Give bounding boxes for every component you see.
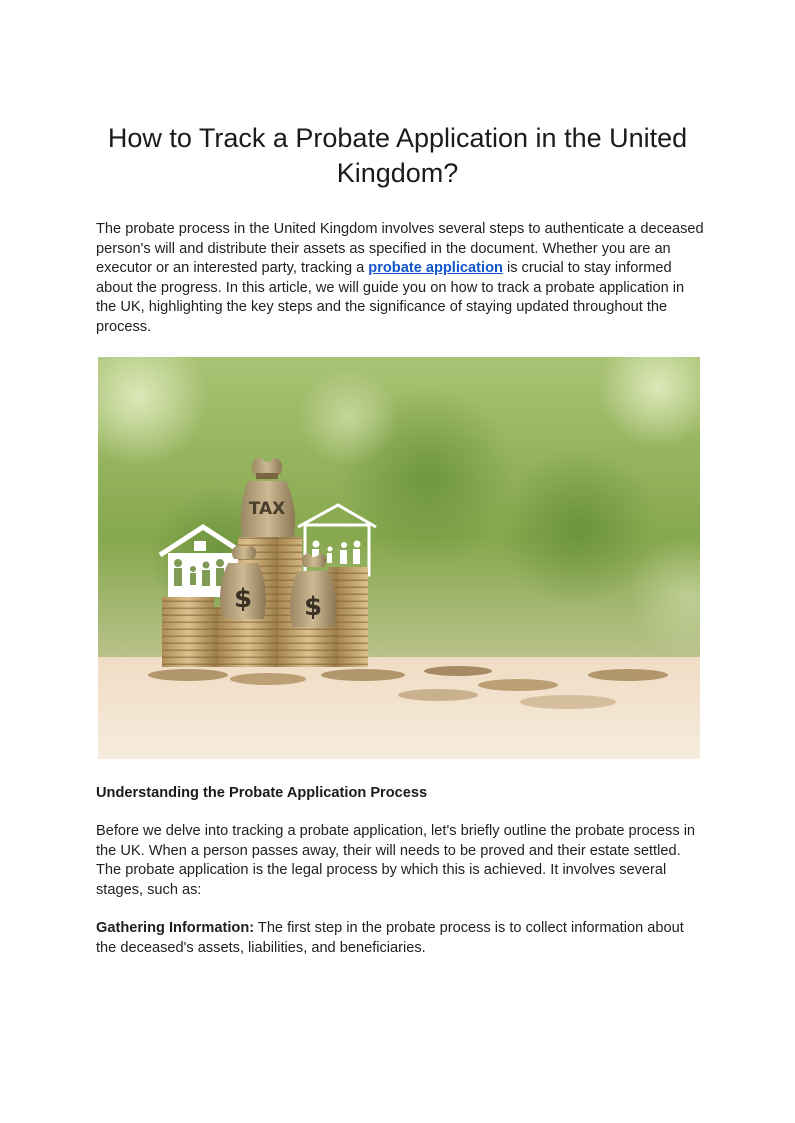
intro-paragraph bbox=[96, 220, 704, 337]
article-title: How to Track a Probate Application in the United Kingdom? bbox=[107, 123, 688, 188]
tax-label: TAX bbox=[248, 499, 286, 519]
dollar-sign-left: $ bbox=[233, 584, 253, 614]
dollar-sign-right: $ bbox=[303, 592, 323, 622]
section-intro-paragraph: Before we delve into tracking a probate application, let's briefly outline the probate process in the UK. When a person passes away, their will needs to be proved and their estate settled. The probate application is the legal process by which this is achieved. It involves several stages, such as: bbox=[96, 823, 696, 898]
intro-text-before-link: The probate process in the United Kingdom involves several steps to authenticate a deceased person's will and distribute their assets as specified in the document. Whether you are an executor or an interested party, tracking a bbox=[96, 221, 704, 276]
tax-coins-houses-image bbox=[98, 357, 700, 759]
intro-text-after-link: is crucial to stay informed about the progress. In this article, we will guide you on how to track a probate application in the UK, highlighting the key steps and the significance of staying updated throughout the process. bbox=[96, 260, 685, 335]
step-label: Gathering Information: bbox=[96, 920, 255, 936]
step-gathering-paragraph bbox=[96, 919, 704, 958]
probate-application-link[interactable]: probate application bbox=[368, 260, 503, 276]
step-text: The first step in the probate process is to collect information about the deceased's assets, liabilities, and beneficiaries. bbox=[96, 920, 684, 956]
section-heading: Understanding the Probate Application Process bbox=[96, 785, 428, 801]
